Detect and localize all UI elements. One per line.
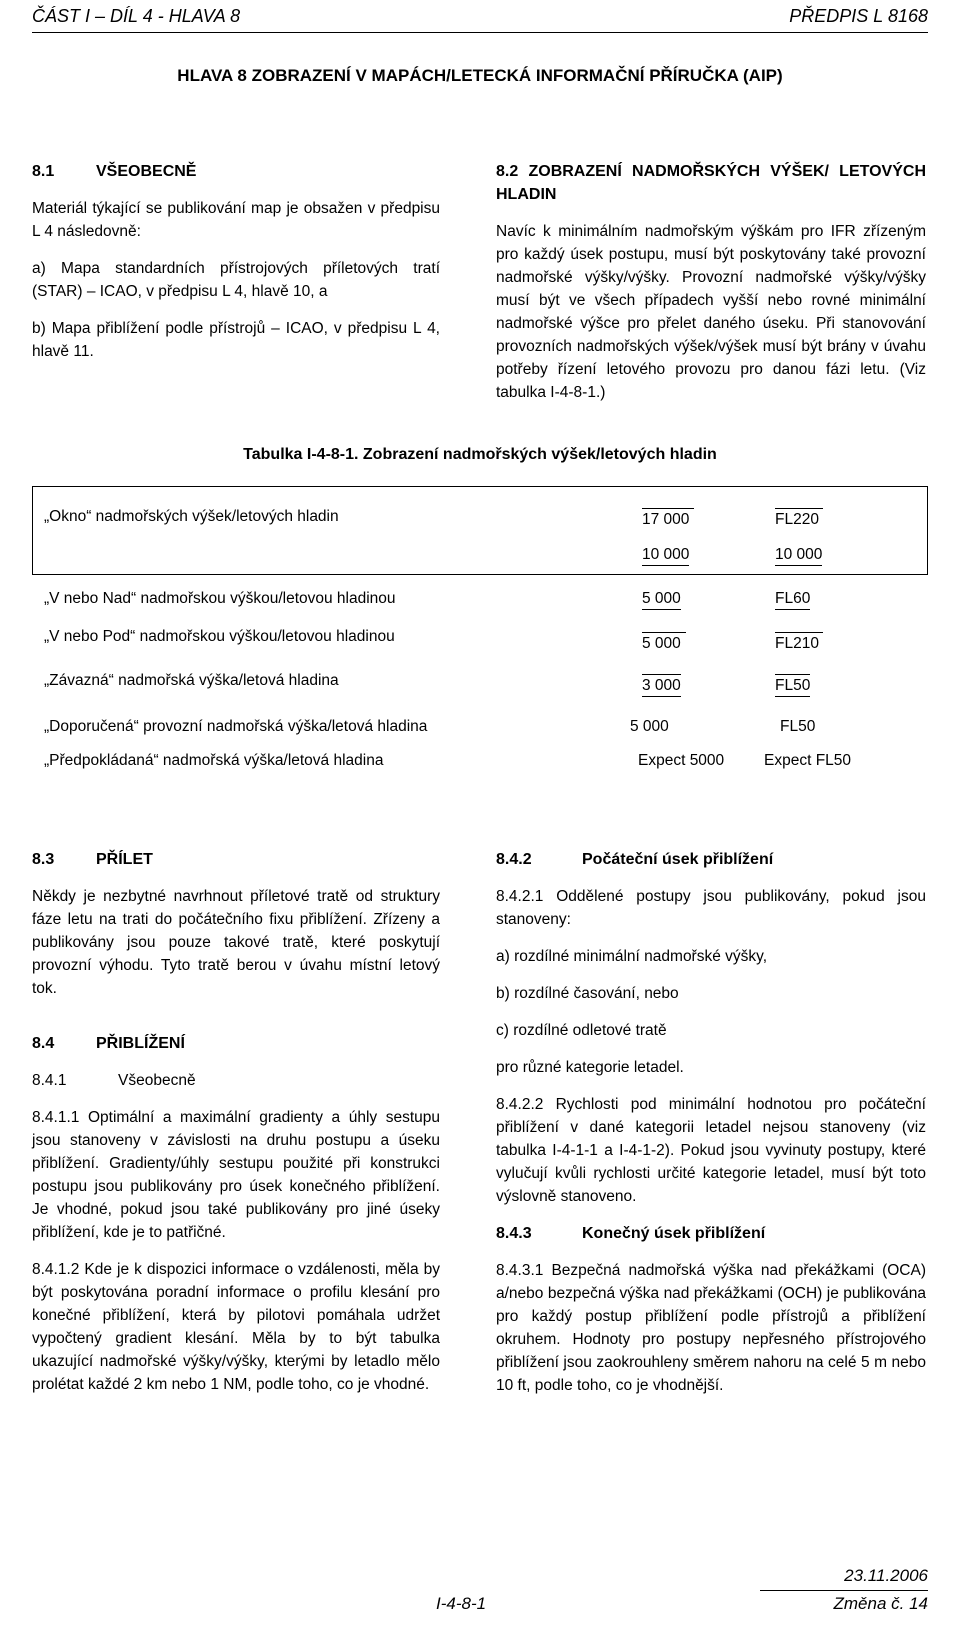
section-8-1: [32, 160, 440, 363]
footer-date: 23.11.2006: [844, 1566, 928, 1585]
chapter-title: HLAVA 8 ZOBRAZENÍ V MAPÁCH/LETECKÁ INFORMAČNÍ PŘÍRUČKA (AIP): [177, 66, 783, 85]
table-value: 3 000: [642, 674, 681, 697]
table-value: 17 000: [642, 508, 694, 529]
table-row-label: „Doporučená“ provozní nadmořská výška/letová hladina: [44, 718, 428, 735]
table-row-label: „Okno“ nadmořských výšek/letových hladin: [44, 508, 339, 525]
table-title: Tabulka I-4-8-1. Zobrazení nadmořských výšek/letových hladin: [243, 446, 717, 463]
section-heading: 8.3 PŘÍLET: [32, 851, 153, 868]
table-value: FL60: [775, 590, 810, 610]
list-item: b) rozdílné časování, nebo: [496, 985, 679, 1002]
paragraph: 8.4.2.2 Rychlosti pod minimální hodnotou pro počáteční přiblížení v dané kategorii letadel nejsou stanoveny (viz tabulka I-4-1-1 a I-4-1-2). Pokud jsou vyvinuty postupy, které vylučují kvůli rychlosti určité kategorie letadel, musí být toto výslovně stanoveno.: [496, 1096, 926, 1205]
running-header-right: PŘEDPIS L 8168: [789, 6, 928, 26]
section-heading: 8.1 VŠEOBECNĚ: [32, 163, 197, 180]
footer-amendment: Změna č. 14: [833, 1594, 928, 1613]
table-row-label: „V nebo Nad“ nadmořskou výškou/letovou hladinou: [44, 590, 396, 607]
section-8-4: [32, 1032, 440, 1396]
table-row-label: „V nebo Pod“ nadmořskou výškou/letovou hladinou: [44, 628, 395, 645]
footer-page-number: I-4-8-1: [436, 1594, 487, 1613]
paragraph: 8.4.3.1 Bezpečná nadmořská výška nad překážkami (OCA) a/nebo bezpečná výška nad překážkami (OCH) je publikována pro každý postup přiblížení podle přístrojů a přiblížení okruhem. Hodnoty pro postupy nepřesného přístrojového přiblížení jsou zaokrouhleny směrem nahoru na celé 5 m nebo 10 ft, podle toho, co je vhodnější.: [496, 1262, 926, 1394]
table-value: Expect FL50: [764, 752, 852, 769]
paragraph: 8.4.2.1 Oddělené postupy jsou publikovány, pokud jsou stanoveny:: [496, 888, 926, 928]
section-8-4-2: [496, 848, 926, 1397]
footer-rule: [760, 1590, 928, 1591]
table-value: 10 000: [775, 546, 822, 566]
table-value: 5 000: [642, 632, 686, 653]
table-value: FL210: [775, 632, 823, 653]
list-item: c) rozdílné odletové tratě: [496, 1022, 667, 1039]
table-value: FL220: [775, 508, 823, 529]
paragraph: Navíc k minimálním nadmořským výškám pro IFR zřízeným pro každý úsek postupu, musí být poskytovány také provozní nadmořské výšky/výšky. Provozní nadmořské výšky/výšky musí být ve všech případech vyšší nebo rovné minimální nadmořské výšce pro přelet daného úseku. Při stanovování provozních nadmořských výšek/výšek musí být brány v úvahu potřeby řízení letového provozu pro danou fázi letu. (Viz tabulka I-4-8-1.): [496, 223, 926, 401]
subsection-heading: 8.4.1 Všeobecně: [32, 1072, 196, 1089]
section-heading: 8.2 ZOBRAZENÍ NADMOŘSKÝCH VÝŠEK/ LETOVÝCH HLADIN: [496, 163, 926, 203]
list-item: a) rozdílné minimální nadmořské výšky,: [496, 948, 768, 965]
table-value: 10 000: [642, 546, 689, 566]
section-heading: 8.4 PŘIBLÍŽENÍ: [32, 1035, 185, 1052]
table-value: FL50: [780, 718, 816, 735]
paragraph: 8.4.1.1 Optimální a maximální gradienty a úhly sestupu jsou stanoveny v závislosti na druhu postupu a úseku přiblížení. Gradienty/úhly sestupu použité při konstrukci postupu jsou publikovány pro úsek konečného přiblížení. Je vhodné, pokud jsou také publikovány pro jiné úseky přiblížení, kde je to patřičné.: [32, 1109, 440, 1241]
header-rule: [32, 32, 928, 33]
table-row-label: „Předpokládaná“ nadmořská výška/letová hladina: [44, 752, 384, 769]
paragraph: Materiál týkající se publikování map je obsažen v předpisu L 4 následovně:: [32, 200, 440, 240]
subsection-heading: 8.4.3 Konečný úsek přiblížení: [496, 1225, 766, 1242]
table-value: 5 000: [630, 718, 669, 735]
table-value: FL50: [775, 674, 810, 697]
subsection-heading: 8.4.2 Počáteční úsek přiblížení: [496, 851, 774, 868]
running-header-left: ČÁST I – DÍL 4 - HLAVA 8: [32, 6, 241, 26]
table-row-label: „Závazná“ nadmořská výška/letová hladina: [44, 672, 339, 689]
paragraph: pro různé kategorie letadel.: [496, 1059, 684, 1076]
section-8-2: [496, 160, 926, 404]
paragraph: 8.4.1.2 Kde je k dispozici informace o vzdálenosti, měla by být poskytována poradní informace o profilu klesání pro konečné přiblížení, která by pilotovi pomáhala udržet vypočtený gradient klesání. Měla by to být tabulka ukazující nadmořské výšky/výšky, kterými by letadlo mělo prolétat každé 2 km nebo 1 NM, podle toho, co je vhodné.: [32, 1261, 440, 1393]
list-item: b) Mapa přiblížení podle přístrojů – ICAO, v předpisu L 4, hlavě 11.: [32, 320, 440, 360]
table-value: Expect 5000: [638, 752, 725, 769]
list-item: a) Mapa standardních přístrojových příletových tratí (STAR) – ICAO, v předpisu L 4, hlavě 10, a: [32, 260, 440, 300]
table-value: 5 000: [642, 590, 681, 610]
paragraph: Někdy je nezbytné navrhnout příletové tratě od struktury fáze letu na trati do počátečního fixu přiblížení. Zřízeny a publikovány jsou pouze takové tratě, které poskytují provozní výhodu. Tyto tratě berou v úvahu místní letový tok.: [32, 888, 440, 997]
section-8-3: [32, 848, 440, 1000]
table-rule: [32, 574, 928, 575]
